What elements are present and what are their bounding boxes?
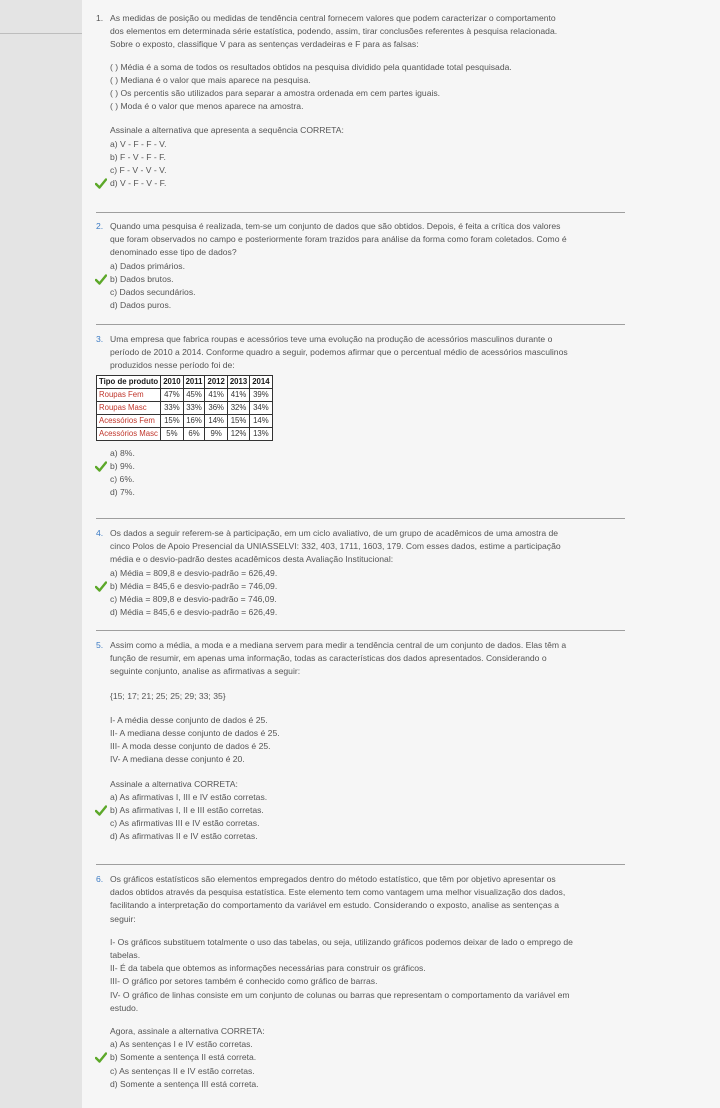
question-text-line: produzidos nesse período foi de: [110, 360, 235, 371]
question-number: 6. [96, 874, 104, 884]
divider [96, 518, 625, 519]
table-cell: 15% [161, 414, 183, 427]
question-3 [96, 333, 636, 499]
option-c: c) F - V - V - V. [110, 165, 167, 176]
table-cell: 15% [227, 414, 249, 427]
option-b: b) As afirmativas I, II e III estão corretas. [110, 804, 636, 817]
option-a: a) 8%. [110, 447, 135, 458]
table-header: 2012 [205, 375, 227, 388]
question-text-line: Sobre o exposto, classifique V para as sentenças verdadeiras e F para as falsas: [110, 39, 419, 50]
check-icon [95, 461, 107, 472]
question-text-line: seguir: [110, 913, 136, 924]
table-cell: 9% [205, 427, 227, 440]
statement: II- A mediana desse conjunto de dados é 25. [110, 728, 280, 739]
option-a: a) As afirmativas I, III e IV estão corretas. [110, 791, 268, 802]
question-4 [96, 527, 636, 619]
statement: ( ) Moda é o valor que menos aparece na amostra. [110, 101, 304, 112]
table-row [97, 401, 273, 414]
table-header: 2011 [183, 375, 205, 388]
option-a: a) V - F - F - V. [110, 138, 167, 149]
table-cell: 32% [227, 401, 249, 414]
option-c: c) Dados secundários. [110, 287, 196, 298]
prompt: Assinale a alternativa que apresenta a sequência CORRETA: [110, 125, 344, 136]
table-cell: 13% [250, 427, 272, 440]
option-b: b) Somente a sentença II está correta. [110, 1051, 636, 1064]
table-cell: 41% [205, 388, 227, 401]
statement: tabelas. [110, 950, 141, 961]
question-text-line: dados obtidos através da pesquisa estatística. Este elemento tem como vantagem uma melhor visualização dos dados, [110, 887, 566, 898]
divider [96, 864, 625, 865]
table-cell: 14% [205, 414, 227, 427]
question-number: 1. [96, 13, 104, 23]
table-cell: 33% [161, 401, 183, 414]
table-header: 2013 [227, 375, 249, 388]
option-b: b) Média = 845,6 e desvio-padrão = 746,09. [110, 580, 636, 593]
question-text-line: Os gráficos estatísticos são elementos empregados dentro do método estatístico, que têm por objetivo apresentar os [110, 874, 556, 884]
table-cell: 16% [183, 414, 205, 427]
question-text-line: denominado esse tipo de dados? [110, 247, 237, 258]
question-text-line: média e o desvio-padrão destes acadêmicos desta Avaliação Institucional: [110, 554, 394, 565]
statement: ( ) Os percentis são utilizados para separar a amostra ordenada em cem partes iguais. [110, 88, 441, 99]
check-icon [95, 581, 107, 592]
table-cell: Acessórios Fem [97, 414, 161, 427]
table-row [97, 388, 273, 401]
option-d: d) 7%. [110, 487, 135, 498]
check-icon [95, 805, 107, 816]
divider [96, 324, 625, 325]
table-cell: 41% [227, 388, 249, 401]
question-text-line: As medidas de posição ou medidas de tendência central fornecem valores que podem caracterizar o comportamento [110, 13, 556, 23]
question-text-line: cinco Polos de Apoio Presencial da UNIASSELVI: 332, 403, 1711, 1603, 179. Com esses dados, estime a participação [110, 541, 561, 552]
option-c: c) 6%. [110, 474, 135, 485]
option-d: d) As afirmativas II e IV estão corretas. [110, 831, 258, 842]
question-text-line: que foram observados no campo e posteriormente foram trazidos para análise da forma como foram coletados. Como é [110, 234, 567, 245]
question-text-line: facilitando a interpretação do comportamento da variável em estudo. Considerando o exposto, analise as sentenças a [110, 900, 560, 911]
option-a: a) Média = 809,8 e desvio-padrão = 626,49. [110, 567, 278, 578]
table-row [97, 414, 273, 427]
question-5 [96, 639, 636, 844]
table-cell: 6% [183, 427, 205, 440]
question-text-line: seguinte conjunto, analise as afirmativas a seguir: [110, 666, 301, 677]
statement: estudo. [110, 1002, 139, 1013]
statement: III- A moda desse conjunto de dados é 25. [110, 741, 271, 752]
statement: ( ) Mediana é o valor que mais aparece na pesquisa. [110, 74, 311, 85]
table-cell: Roupas Fem [97, 388, 161, 401]
table-cell: 34% [250, 401, 272, 414]
option-a: a) As sentenças I e IV estão corretas. [110, 1039, 253, 1050]
statement: III- O gráfico por setores também é conhecido como gráfico de barras. [110, 976, 378, 987]
question-2 [96, 220, 636, 312]
table-cell: 36% [205, 401, 227, 414]
question-text-line: dos elementos em determinada série estatística, podendo, assim, tirar conclusões referentes à pesquisa relacionada. [110, 26, 558, 37]
table-cell: Roupas Masc [97, 401, 161, 414]
statement: I- A média desse conjunto de dados é 25. [110, 714, 268, 725]
question-text-line: Assim como a média, a moda e a mediana servem para medir a tendência central de um conjunto de dados. Elas têm a [110, 640, 567, 650]
option-b: b) 9%. [110, 460, 636, 473]
question-number: 4. [96, 528, 104, 538]
table-cell: 39% [250, 388, 272, 401]
option-d: d) Média = 845,6 e desvio-padrão = 626,49. [110, 607, 278, 618]
table-header-row [97, 375, 273, 388]
table-cell: Acessórios Masc [97, 427, 161, 440]
option-c: c) Média = 809,8 e desvio-padrão = 746,09. [110, 594, 277, 605]
divider [96, 630, 625, 631]
check-icon [95, 178, 107, 189]
divider [96, 212, 625, 213]
table-row [97, 427, 273, 440]
statement: IV- A mediana desse conjunto é 20. [110, 754, 245, 765]
question-6 [96, 873, 636, 1091]
table-cell: 14% [250, 414, 272, 427]
option-d: d) V - F - V - F. [110, 177, 636, 190]
table-cell: 12% [227, 427, 249, 440]
check-icon [95, 1052, 107, 1063]
data-set: {15; 17; 21; 25; 25; 29; 33; 35} [110, 690, 226, 701]
question-number: 3. [96, 334, 104, 344]
table-header: Tipo de produto [97, 375, 161, 388]
question-1 [96, 12, 636, 190]
question-text-line: período de 2010 a 2014. Conforme quadro a seguir, podemos afirmar que o percentual médio de acessórios masculinos [110, 347, 568, 358]
question-text-line: Quando uma pesquisa é realizada, tem-se um conjunto de dados que são obtidos. Depois, é feita a crítica dos valores [110, 221, 561, 231]
statement: II- É da tabela que obtemos as informações necessárias para construir os gráficos. [110, 963, 426, 974]
table-cell: 5% [161, 427, 183, 440]
option-c: c) As sentenças II e IV estão corretas. [110, 1065, 255, 1076]
question-text-line: Os dados a seguir referem-se à participação, em um ciclo avaliativo, de um grupo de acadêmicos de uma amostra de [110, 528, 559, 538]
question-number: 5. [96, 640, 104, 650]
option-a: a) Dados primários. [110, 260, 185, 271]
production-table [96, 375, 273, 441]
check-icon [95, 274, 107, 285]
option-d: d) Somente a sentença III está correta. [110, 1078, 259, 1089]
option-b: b) Dados brutos. [110, 273, 636, 286]
table-cell: 45% [183, 388, 205, 401]
option-b: b) F - V - F - F. [110, 151, 166, 162]
statement: ( ) Média é a soma de todos os resultados obtidos na pesquisa dividido pela quantidade total pesquisada. [110, 61, 512, 72]
table-header: 2014 [250, 375, 272, 388]
prompt: Assinale a alternativa CORRETA: [110, 778, 238, 789]
table-header: 2010 [161, 375, 183, 388]
statement: IV- O gráfico de linhas consiste em um conjunto de colunas ou barras que representam o comportamento da variável em [110, 989, 570, 1000]
option-c: c) As afirmativas III e IV estão corretas. [110, 818, 260, 829]
prompt: Agora, assinale a alternativa CORRETA: [110, 1026, 265, 1037]
statement: I- Os gráficos substituem totalmente o uso das tabelas, ou seja, utilizando gráficos podemos deixar de lado o emprego de [110, 936, 573, 947]
question-text-line: função de resumir, em apenas uma informação, todas as características dos dados apresentados. Considerando o [110, 653, 547, 664]
option-d: d) Dados puros. [110, 300, 172, 311]
page-edge-line [0, 33, 82, 34]
table-cell: 33% [183, 401, 205, 414]
table-cell: 47% [161, 388, 183, 401]
question-number: 2. [96, 221, 104, 231]
question-text-line: Uma empresa que fabrica roupas e acessórios teve uma evolução na produção de acessórios masculinos durante o [110, 334, 553, 344]
